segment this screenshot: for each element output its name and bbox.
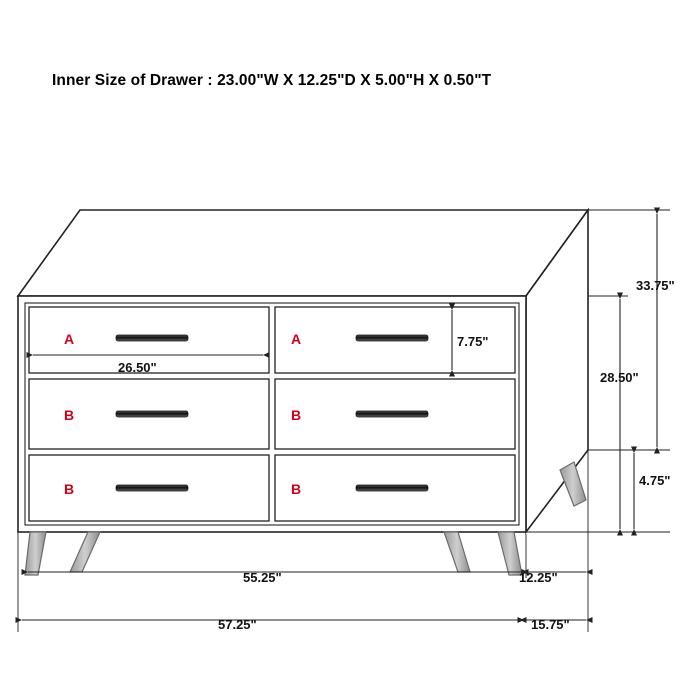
drawer-letter-top-right: A (291, 331, 302, 347)
drawer-letter-bottom-left: B (64, 481, 75, 497)
handle-middle-right (356, 411, 428, 417)
dim-label-case-width: 55.25" (243, 570, 282, 585)
handle-middle-left (116, 411, 188, 417)
handle-bottom-right (356, 485, 428, 491)
dim-label-total-height: 33.75" (636, 278, 675, 293)
handle-top-left (116, 335, 188, 341)
drawer-letter-top-left: A (64, 331, 75, 347)
drawer-letter-middle-right: B (291, 407, 302, 423)
drawer-letter-bottom-right: B (291, 481, 302, 497)
page-title: Inner Size of Drawer : 23.00"W X 12.25"D X 5.00"H X 0.50"T (52, 72, 492, 89)
handle-top-right (356, 335, 428, 341)
handle-bottom-left (116, 485, 188, 491)
dim-label-body-height: 28.50" (600, 370, 639, 385)
leg-back-right (560, 462, 586, 506)
leg-front-right (498, 532, 522, 575)
leg-front-left-inner (70, 532, 100, 572)
dim-label-depth-front: 12.25" (519, 570, 558, 585)
dim-label-overall-width: 57.25" (218, 617, 257, 632)
dim-label-depth-overall: 15.75" (531, 617, 570, 632)
drawer-letter-middle-left: B (64, 407, 75, 423)
leg-front-left (25, 532, 46, 575)
dim-label-drawer-face-height: 7.75" (457, 334, 489, 349)
leg-front-right-inner (444, 532, 470, 572)
dim-label-drawer-width: 26.50" (118, 360, 157, 375)
top-panel (18, 210, 588, 296)
dim-label-leg-height: 4.75" (639, 473, 671, 488)
